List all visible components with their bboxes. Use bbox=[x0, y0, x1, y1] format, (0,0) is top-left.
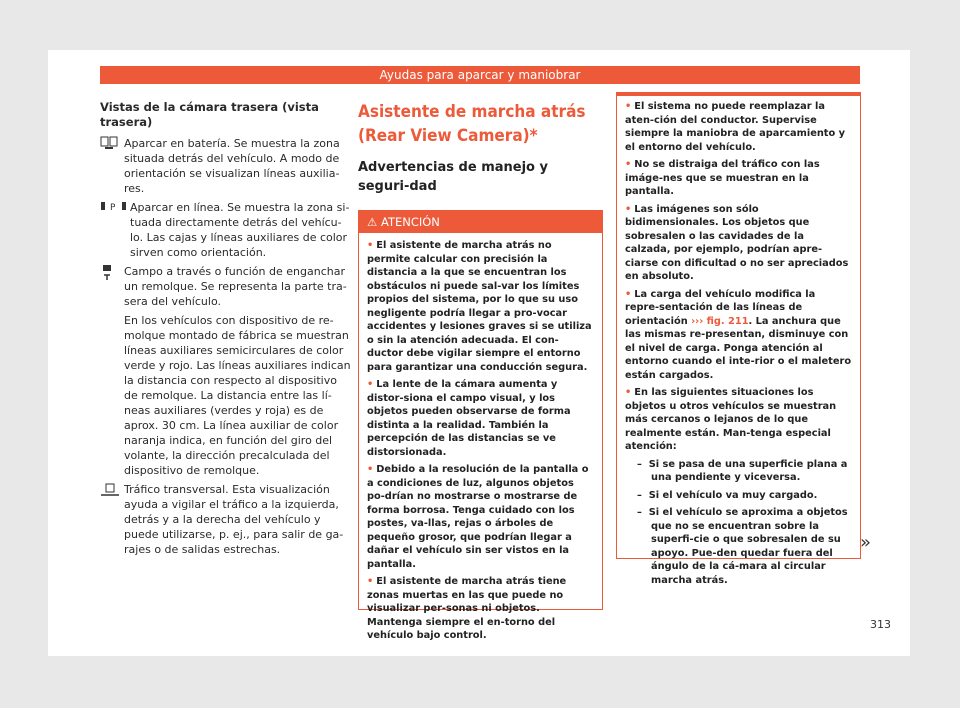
section-header: Ayudas para aparcar y maniobrar bbox=[100, 66, 860, 84]
warning-header bbox=[359, 211, 602, 233]
section-subtitle: Advertencias de manejo y seguri-dad bbox=[358, 160, 548, 194]
view-entry-text: Campo a través o función de enganchar un remolque. Se representa la parte tra-sera del vehículo. bbox=[124, 265, 347, 308]
warning-bullet: • No se distraiga del tráfico con las imáge-nes que se muestran en la pantalla. bbox=[625, 159, 820, 197]
parking-line-icon bbox=[100, 200, 130, 260]
svg-text:P: P bbox=[110, 203, 116, 212]
bullet-icon: • bbox=[625, 159, 632, 170]
bullet-icon: • bbox=[367, 379, 374, 390]
warning-bullet: • El asistente de marcha atrás no permite calcular con precisión la distancia a la que se encuentran los obstáculos ni puede sal-var los límites propios del sistema, por lo que su uso negligente podría llegar a pro-vocar accidentes y lesiones graves si se utiliza o sin la atención adecuada. El con-ductor debe vigilar siempre el entorno para garantizar una conducción segura. bbox=[367, 240, 592, 373]
view-entry bbox=[100, 482, 352, 557]
warning-triangle-icon: ⚠ bbox=[367, 215, 378, 229]
warning-continued-body bbox=[617, 96, 860, 587]
dash-item: – Si el vehículo va muy cargado. bbox=[637, 489, 818, 501]
bullet-icon: • bbox=[367, 240, 374, 251]
view-entry bbox=[100, 136, 352, 196]
cross-traffic-icon bbox=[100, 482, 124, 557]
bullet-icon: • bbox=[367, 576, 374, 587]
middle-column bbox=[358, 100, 602, 196]
view-entry-text: Aparcar en batería. Se muestra la zona situada detrás del vehículo. A modo de orientación se visualizan líneas auxilia-res. bbox=[124, 137, 340, 195]
view-entry bbox=[100, 200, 352, 260]
warning-bullet: • Debido a la resolución de la pantalla o a condiciones de luz, algunos objetos po-drían no mostrarse o mostrarse de forma borrosa. Tenga cuidado con los postes, va-llas, rejas o árboles de pequeño grosor, que podrían llegar a dañar el vehículo sin ser vistos en la pantalla. bbox=[367, 464, 589, 570]
bullet-icon: • bbox=[625, 288, 632, 300]
bullet-icon: • bbox=[625, 203, 632, 215]
warning-bullet: • El asistente de marcha atrás tiene zonas muertas en las que puede no visualizar per-sonas ni objetos. Mantenga siempre el en-torno del vehículo bajo control. bbox=[367, 576, 567, 641]
trailer-hitch-icon bbox=[100, 264, 124, 309]
section-title: Asistente de marcha atrás (Rear View Camera)* bbox=[358, 102, 586, 146]
warning-bullet: • La lente de la cámara aumenta y distor-siona el campo visual, y los objetos pueden observarse de forma distinta a la realidad. También la percepción de las distancias se ve distorsionada. bbox=[367, 379, 571, 458]
warning-bullet: • En las siguientes situaciones los objetos u otros vehículos se muestran más cercanos o lejanos de lo que realmente están. Man-tenga especial atención: bbox=[625, 387, 837, 452]
continue-mark: » bbox=[860, 532, 872, 553]
parking-battery-icon bbox=[100, 136, 124, 196]
warning-label: ATENCIÓN bbox=[380, 215, 440, 229]
bullet-icon: • bbox=[367, 464, 374, 475]
warning-bullet: • Las imágenes son sólo bidimensionales. Los objetos que sobresalen o las cavidades de la calzada, por ejemplo, podrían apre-ciarse con dificultad o no ser apreciados en absoluto. bbox=[625, 203, 849, 282]
bullet-icon: • bbox=[625, 101, 632, 112]
dash-item: – Si el vehículo se aproxima a objetos que no se encuentran sobre la superfi-cie o que sobresalen de su apoyo. Pue-den quedar fuera del ángulo de la cá-mara al circular marcha atrás. bbox=[637, 507, 848, 586]
trailer-lines-paragraph: En los vehículos con dispositivo de re-molque montado de fábrica se muestran líneas auxiliares semicirculares de color verde y rojo. Las líneas auxiliares indican la distancia con respecto al dispositivo de remolque. La distancia entre las lí-neas auxiliares (verdes y roja) es de aprox. 30 cm. La línea auxiliar de color naranja indica, en función del giro del volante, la dirección precalculada del dispositivo de remolque. bbox=[124, 314, 351, 477]
dash-item: – Si se pasa de una superficie plana a una pendiente y viceversa. bbox=[637, 458, 848, 483]
left-column bbox=[100, 100, 352, 561]
figure-reference-link[interactable]: ››› fig. 211 bbox=[691, 315, 749, 327]
camera-views-heading: Vistas de la cámara trasera (vista trasera) bbox=[100, 100, 319, 129]
view-entry-text: Tráfico transversal. Esta visualización ayuda a vigilar el tráfico a la izquierda, detrás y a la derecha del vehículo y puede utilizarse, p. ej., para salir de ga-rajes o de salidas estrechas. bbox=[124, 483, 344, 556]
view-entry bbox=[100, 264, 352, 309]
warning-box bbox=[358, 210, 603, 641]
warning-bullet: • La carga del vehículo modifica la repre-sentación de las líneas de orientación ››› fig. 211. La anchura que las mismas re-presentan, disminuye con el nivel de carga. Ponga atención al entorno cuando el inte-rior o el maletero están cargados. bbox=[625, 288, 852, 381]
bullet-icon: • bbox=[625, 387, 632, 398]
warning-body bbox=[359, 233, 602, 643]
view-entry-text: Aparcar en línea. Se muestra la zona si-tuada directamente detrás del vehícu-lo. Las cajas y líneas auxiliares de color sirven como orientación. bbox=[130, 201, 350, 259]
warning-continued-box bbox=[616, 92, 861, 586]
warning-bullet: • El sistema no puede reemplazar la aten-ción del conductor. Supervise siempre la maniobra de aparcamiento y el entorno del vehículo. bbox=[625, 101, 846, 153]
page-number: 313 bbox=[870, 618, 891, 631]
